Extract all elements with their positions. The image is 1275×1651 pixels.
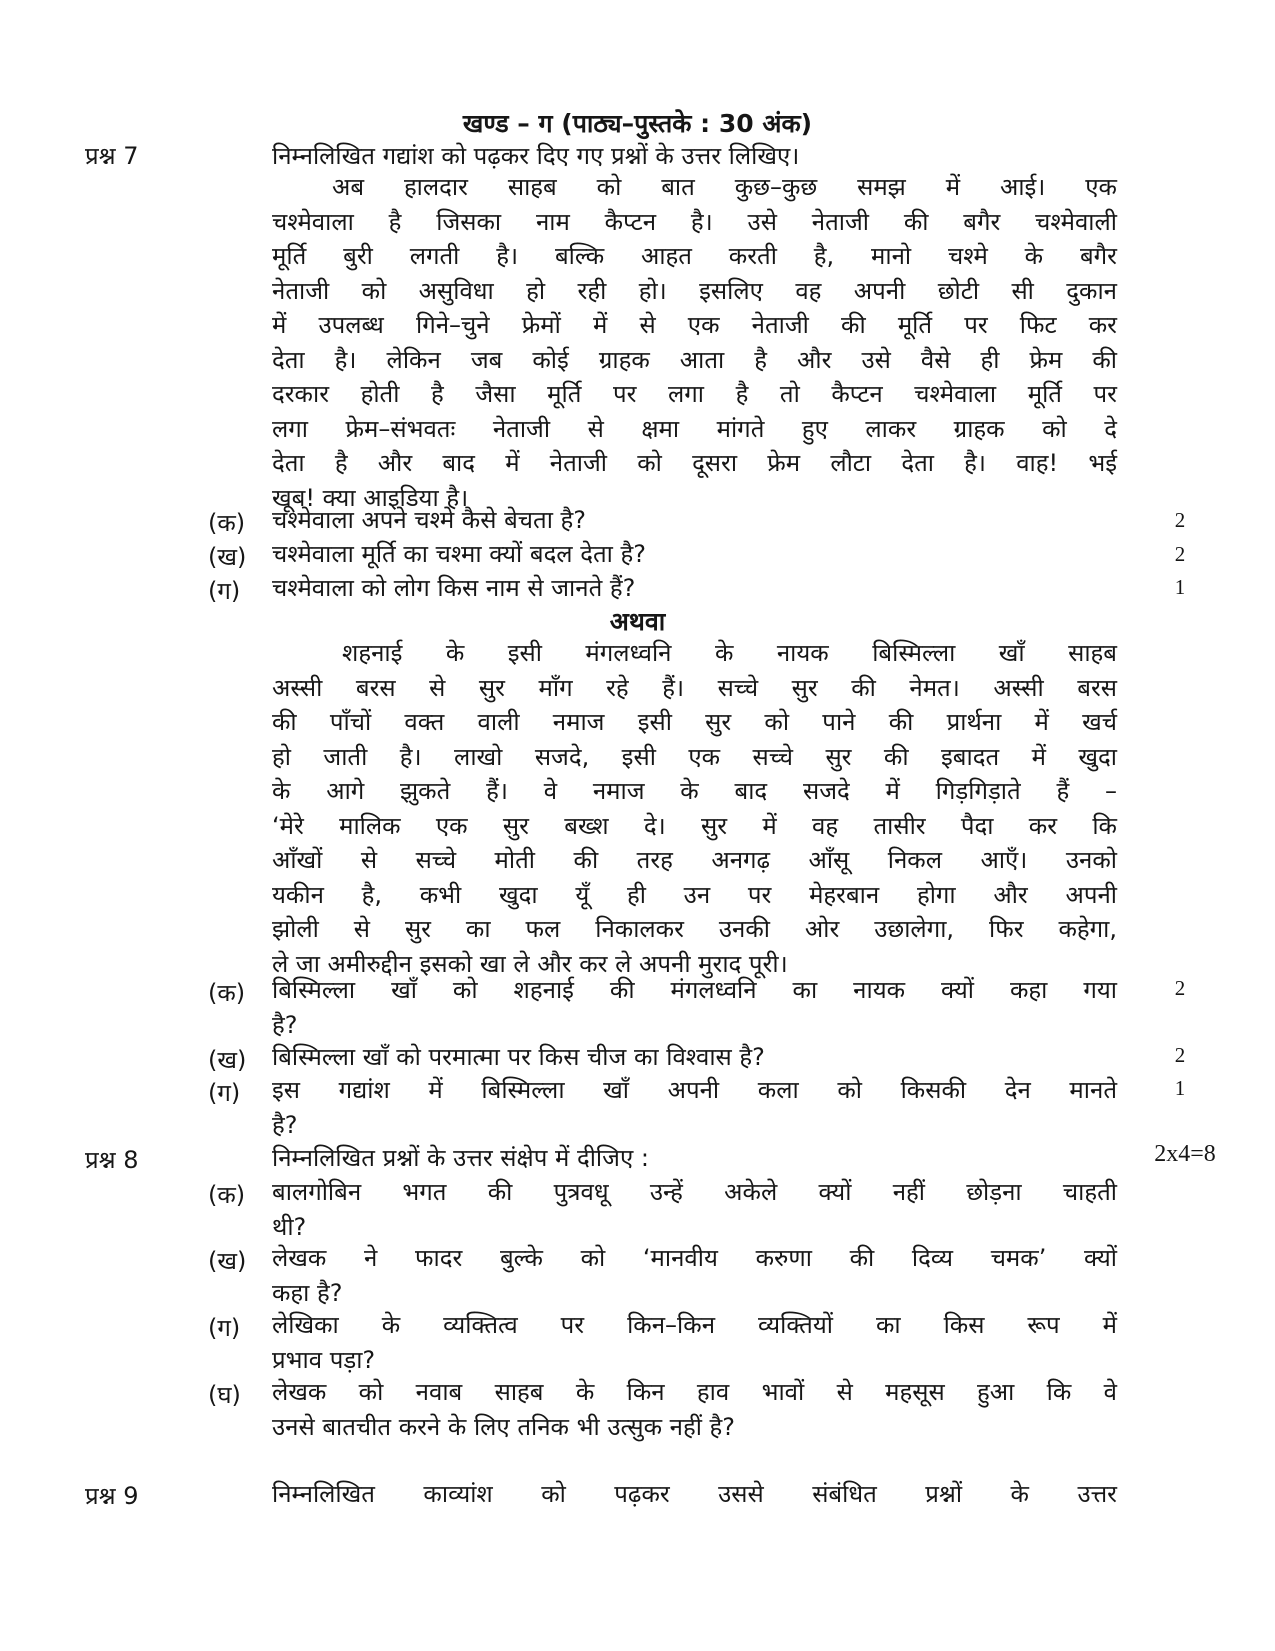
question-8-marks: 2x4=8 — [1154, 1141, 1216, 1167]
passage-line: चश्मेवाला है जिसका नाम कैप्टन है। उसे नेताजी की बगैर चश्मेवाली — [272, 207, 1117, 236]
question-9-label: प्रश्न 9 — [85, 1482, 139, 1510]
subquestion-line: बिस्मिल्ला खाँ को शहनाई की मंगलध्वनि का नायक क्यों कहा गया — [272, 976, 1117, 1004]
subquestion-text — [272, 1375, 1117, 1444]
subquestion-text — [272, 1308, 1117, 1377]
marks: 1 — [1174, 1076, 1186, 1100]
question-7-label: प्रश्न 7 — [85, 142, 139, 170]
subquestion-label: (क) — [208, 1181, 246, 1209]
subquestion-line: कहा है? — [272, 1278, 343, 1307]
subquestion-line: चश्मेवाला अपने चश्मे कैसे बेचता है? — [272, 506, 587, 534]
subquestion-text — [272, 973, 1117, 1042]
passage-line: खूब! क्या आइडिया है। — [272, 483, 469, 512]
subquestion-label: (ग) — [208, 1079, 241, 1107]
subquestion-line: लेखिका के व्यक्तित्व पर किन–किन व्यक्तियों का किस रूप में — [272, 1311, 1117, 1339]
marks: 1 — [1174, 575, 1186, 599]
marks: 2 — [1174, 542, 1186, 566]
section-heading: खण्ड – ग (पाठ्य–पुस्तके : 30 अंक) — [462, 109, 813, 138]
subquestion-label: (ख) — [208, 543, 247, 571]
subquestion-text — [272, 1073, 1117, 1142]
subquestion-label: (ख) — [208, 1247, 247, 1275]
question-8-instruction-text: निम्नलिखित प्रश्नों के उत्तर संक्षेप में दीजिए : — [272, 1144, 649, 1172]
passage-line: हो जाती है। लाखो सजदे, इसी एक सच्चे सुर की इबादत में खुदा — [272, 742, 1117, 771]
subquestion-text — [272, 503, 1117, 538]
subquestion-label: (ग) — [208, 1314, 241, 1342]
subquestion-label: (ख) — [208, 1046, 247, 1074]
passage-line: लगा फ्रेम–संभवतः नेताजी से क्षमा मांगते हुए लाकर ग्राहक को दे — [272, 414, 1117, 443]
subquestion-line: लेखक को नवाब साहब के किन हाव भावों से महसूस हुआ कि वे — [272, 1378, 1117, 1406]
passage-line: झोली से सुर का फल निकालकर उनकी ओर उछालेगा, फिर कहेगा, — [272, 915, 1117, 943]
passage-line: ले जा अमीरुद्दीन इसको खा ले और कर ले अपनी मुराद पूरी। — [272, 949, 788, 978]
subquestion-line: उनसे बातचीत करने के लिए तनिक भी उत्सुक नहीं है? — [272, 1412, 736, 1441]
subquestion-line: प्रभाव पड़ा? — [272, 1345, 376, 1374]
question-7-instruction — [272, 139, 1117, 174]
question-9-instruction-text: निम्नलिखित काव्यांश को पढ़कर उससे संबंधित प्रश्नों के उत्तर — [272, 1480, 1117, 1508]
subquestion-line: है? — [272, 1010, 298, 1039]
question-7-passage — [272, 170, 1117, 515]
passage-line: में उपलब्ध गिने–चुने फ्रेमों में से एक नेताजी की मूर्ति पर फिट कर — [272, 311, 1117, 339]
subquestion-label: (क) — [208, 979, 246, 1007]
marks: 2 — [1174, 508, 1186, 532]
subquestion-line: बालगोबिन भगत की पुत्रवधू उन्हें अकेले क्यों नहीं छोड़ना चाहती — [272, 1178, 1117, 1206]
passage-line: अस्सी बरस से सुर माँग रहे हैं। सच्चे सुर की नेमत। अस्सी बरस — [272, 673, 1117, 702]
subquestion-label: (ग) — [208, 577, 241, 605]
question-7-alt-passage — [272, 636, 1117, 981]
subquestion-label: (क) — [208, 509, 246, 537]
passage-line: देता है। लेकिन जब कोई ग्राहक आता है और उसे वैसे ही फ्रेम की — [272, 345, 1117, 374]
passage-line: के आगे झुकते हैं। वे नमाज के बाद सजदे में गिड़गिड़ाते हैं – — [272, 777, 1117, 805]
passage-line: नेताजी को असुविधा हो रही हो। इसलिए वह अपनी छोटी सी दुकान — [272, 276, 1117, 305]
subquestion-line: चश्मेवाला को लोग किस नाम से जानते हैं? — [272, 574, 636, 602]
subquestion-text — [272, 571, 1117, 606]
subquestion-line: लेखक ने फादर बुल्के को ‘मानवीय करुणा की दिव्य चमक’ क्यों — [272, 1244, 1117, 1272]
subquestion-line: थी? — [272, 1212, 307, 1241]
subquestion-text — [272, 537, 1117, 572]
or-label: अथवा — [609, 607, 666, 636]
subquestion-line: इस गद्यांश में बिस्मिल्ला खाँ अपनी कला को किसकी देन मानते — [272, 1076, 1117, 1104]
subquestion-line: चश्मेवाला मूर्ति का चश्मा क्यों बदल देता है? — [272, 540, 646, 568]
subquestion-label: (घ) — [208, 1381, 241, 1409]
passage-line: अब हालदार साहब को बात कुछ–कुछ समझ में आई। एक — [332, 173, 1117, 201]
passage-line: की पाँचों वक्त वाली नमाज इसी सुर को पाने की प्रार्थना में खर्च — [272, 708, 1117, 736]
question-8-label: प्रश्न 8 — [85, 1146, 139, 1174]
passage-line: आँखों से सच्चे मोती की तरह अनगढ़ आँसू निकल आएँ। उनको — [272, 846, 1117, 874]
question-9-instruction — [272, 1477, 1117, 1512]
marks: 2 — [1174, 1043, 1186, 1067]
passage-line: देता है और बाद में नेताजी को दूसरा फ्रेम लौटा देता है। वाह! भई — [272, 449, 1117, 477]
subquestion-text — [272, 1175, 1117, 1244]
subquestion-line: बिस्मिल्ला खाँ को परमात्मा पर किस चीज का विश्वास है? — [272, 1043, 765, 1071]
passage-line: मूर्ति बुरी लगती है। बल्कि आहत करती है, मानो चश्मे के बगैर — [272, 242, 1117, 270]
question-8-instruction — [272, 1141, 1117, 1176]
marks: 2 — [1174, 976, 1186, 1000]
passage-line: दरकार होती है जैसा मूर्ति पर लगा है तो कैप्टन चश्मेवाला मूर्ति पर — [272, 380, 1117, 408]
subquestion-line: है? — [272, 1110, 298, 1139]
passage-line: ‘मेरे मालिक एक सुर बख्श दे। सुर में वह तासीर पैदा कर कि — [272, 811, 1117, 840]
passage-line: शहनाई के इसी मंगलध्वनि के नायक बिस्मिल्ला खाँ साहब — [342, 639, 1117, 667]
subquestion-text — [272, 1241, 1117, 1310]
question-7-instruction-text: निम्नलिखित गद्यांश को पढ़कर दिए गए प्रश्नों के उत्तर लिखिए। — [272, 142, 800, 170]
subquestion-text — [272, 1040, 1117, 1075]
passage-line: यकीन है, कभी खुदा यूँ ही उन पर मेहरबान होगा और अपनी — [272, 880, 1117, 909]
